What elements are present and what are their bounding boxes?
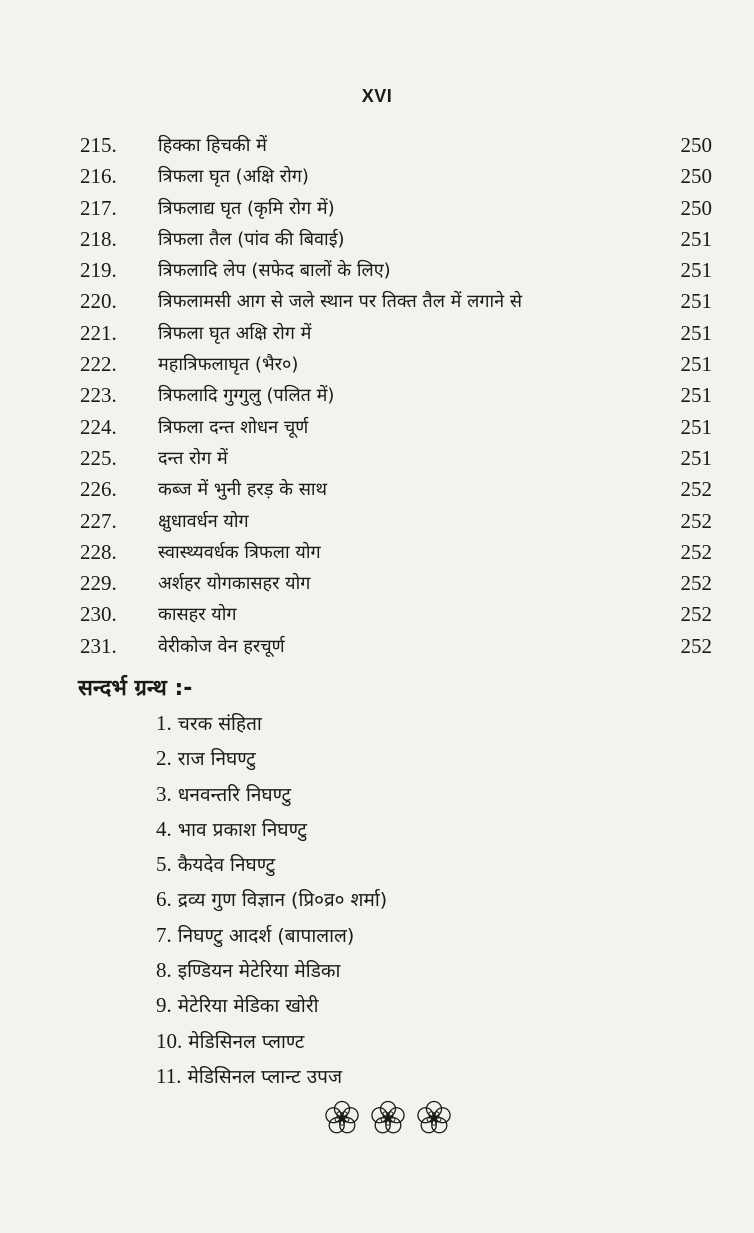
toc-list xyxy=(80,130,712,662)
reference-number: 5. xyxy=(156,852,172,877)
toc-entry-number: 220. xyxy=(80,289,117,314)
reference-number: 9. xyxy=(156,993,172,1018)
reference-item xyxy=(156,741,387,776)
reference-title: मेटेरिया मेडिका खोरी xyxy=(177,995,319,1018)
toc-entry-page: 251 xyxy=(680,383,712,408)
toc-row xyxy=(80,193,712,224)
reference-title: कैयदेव निघण्टु xyxy=(177,854,276,877)
reference-number: 2. xyxy=(156,746,172,771)
reference-number: 4. xyxy=(156,816,172,841)
toc-row xyxy=(80,631,712,662)
reference-title: भाव प्रकाश निघण्टु xyxy=(177,818,308,841)
flower-ornament-icon xyxy=(370,1100,406,1136)
reference-number: 11. xyxy=(156,1063,182,1088)
reference-item xyxy=(156,812,387,847)
reference-title: चरक संहिता xyxy=(177,713,262,735)
toc-entry-page: 252 xyxy=(680,539,712,564)
reference-item xyxy=(156,988,387,1023)
toc-entry-page: 252 xyxy=(680,477,712,502)
toc-row xyxy=(80,380,712,411)
toc-entry-number: 226. xyxy=(80,477,117,502)
toc-entry-title: त्रिफलादि लेप (सफेद बालों के लिए) xyxy=(158,260,391,282)
reference-item xyxy=(156,1059,387,1094)
toc-entry-page: 252 xyxy=(680,571,712,596)
toc-entry-number: 229. xyxy=(80,571,117,596)
reference-number: 7. xyxy=(156,922,172,947)
toc-entry-title: त्रिफलाद्य घृत (कृमि रोग में) xyxy=(158,197,335,219)
toc-entry-page: 251 xyxy=(680,414,712,439)
toc-entry-number: 219. xyxy=(80,258,117,283)
toc-entry-page: 252 xyxy=(680,633,712,658)
toc-row xyxy=(80,161,712,192)
toc-row xyxy=(80,318,712,349)
toc-entry-number: 231. xyxy=(80,633,117,658)
toc-entry-number: 225. xyxy=(80,445,117,470)
reference-title: इण्डियन मेटेरिया मेडिका xyxy=(177,960,341,983)
toc-row xyxy=(80,599,712,630)
toc-entry-number: 215. xyxy=(80,133,117,157)
references-list xyxy=(156,706,387,1094)
reference-number: 8. xyxy=(156,958,172,983)
toc-entry-page: 252 xyxy=(680,602,712,627)
reference-item xyxy=(156,777,387,812)
toc-entry-page: 250 xyxy=(680,164,712,189)
reference-title: मेडिसिनल प्लान्ट उपज xyxy=(187,1065,343,1088)
toc-entry-title: त्रिफला घृत (अक्षि रोग) xyxy=(158,166,309,188)
toc-entry-number: 216. xyxy=(80,164,117,189)
toc-entry-title: त्रिफला घृत अक्षि रोग में xyxy=(158,322,312,344)
reference-number: 3. xyxy=(156,781,172,806)
toc-entry-title: हिक्का हिचकी में xyxy=(158,135,267,156)
toc-entry-title: त्रिफला दन्त शोधन चूर्ण xyxy=(158,416,309,438)
flower-ornament-icon xyxy=(416,1100,452,1136)
toc-entry-number: 217. xyxy=(80,195,117,220)
reference-item xyxy=(156,882,387,917)
toc-entry-title: त्रिफलादि गुग्गुलु (पलित में) xyxy=(158,385,335,407)
toc-entry-title: अर्शहर योगकासहर योग xyxy=(158,573,311,595)
toc-entry-page: 250 xyxy=(680,133,712,157)
reference-title: द्रव्य गुण विज्ञान (प्रि०व्र० शर्मा) xyxy=(177,889,388,912)
ornament-row xyxy=(324,1100,452,1136)
reference-item xyxy=(156,847,387,882)
flower-ornament-icon xyxy=(324,1100,360,1136)
toc-entry-page: 251 xyxy=(680,352,712,377)
toc-entry-title: वेरीकोज वेन हरचूर्ण xyxy=(158,635,285,657)
toc-row xyxy=(80,130,712,161)
toc-entry-number: 224. xyxy=(80,414,117,439)
toc-entry-number: 222. xyxy=(80,352,117,377)
page-number: XVI xyxy=(361,86,393,106)
toc-entry-title: स्वास्थ्यवर्धक त्रिफला योग xyxy=(158,541,321,563)
toc-row xyxy=(80,568,712,599)
references-heading: सन्दर्भ ग्रन्थ :- xyxy=(78,676,193,701)
reference-title: राज निघण्टु xyxy=(177,748,256,771)
toc-row xyxy=(80,443,712,474)
reference-item xyxy=(156,706,387,741)
toc-entry-number: 223. xyxy=(80,383,117,408)
toc-entry-number: 227. xyxy=(80,508,117,533)
toc-row xyxy=(80,224,712,255)
reference-title: निघण्टु आदर्श (बापालाल) xyxy=(177,924,355,947)
toc-entry-number: 221. xyxy=(80,320,117,345)
toc-row xyxy=(80,255,712,286)
toc-entry-page: 251 xyxy=(680,445,712,470)
toc-entry-title: महात्रिफलाघृत (भैर०) xyxy=(158,354,299,376)
toc-row xyxy=(80,506,712,537)
reference-number: 6. xyxy=(156,887,172,912)
toc-entry-title: कब्ज में भुनी हरड़ के साथ xyxy=(158,479,328,501)
toc-row xyxy=(80,412,712,443)
toc-entry-page: 251 xyxy=(680,289,712,314)
toc-entry-number: 228. xyxy=(80,539,117,564)
reference-item xyxy=(156,918,387,953)
toc-entry-title: दन्त रोग में xyxy=(158,447,228,469)
toc-entry-page: 250 xyxy=(680,195,712,220)
toc-row xyxy=(80,286,712,317)
toc-entry-page: 251 xyxy=(680,320,712,345)
reference-item xyxy=(156,1024,387,1059)
toc-entry-page: 252 xyxy=(680,508,712,533)
toc-entry-title: क्षुधावर्धन योग xyxy=(158,510,249,532)
toc-entry-title: त्रिफलामसी आग से जले स्थान पर तिक्त तैल में लगाने से xyxy=(158,291,523,313)
toc-entry-page: 251 xyxy=(680,226,712,251)
toc-entry-number: 218. xyxy=(80,226,117,251)
reference-title: मेडिसिनल प्लाण्ट xyxy=(188,1030,305,1053)
reference-number: 10. xyxy=(156,1028,183,1053)
reference-number: 1. xyxy=(156,711,172,735)
reference-title: धनवन्तरि निघण्टु xyxy=(177,783,292,806)
toc-entry-title: त्रिफला तैल (पांव की बिवाई) xyxy=(158,228,345,250)
toc-entry-title: कासहर योग xyxy=(158,604,237,626)
toc-row xyxy=(80,537,712,568)
toc-row xyxy=(80,349,712,380)
toc-row xyxy=(80,474,712,505)
reference-item xyxy=(156,953,387,988)
toc-entry-page: 251 xyxy=(680,258,712,283)
toc-entry-number: 230. xyxy=(80,602,117,627)
